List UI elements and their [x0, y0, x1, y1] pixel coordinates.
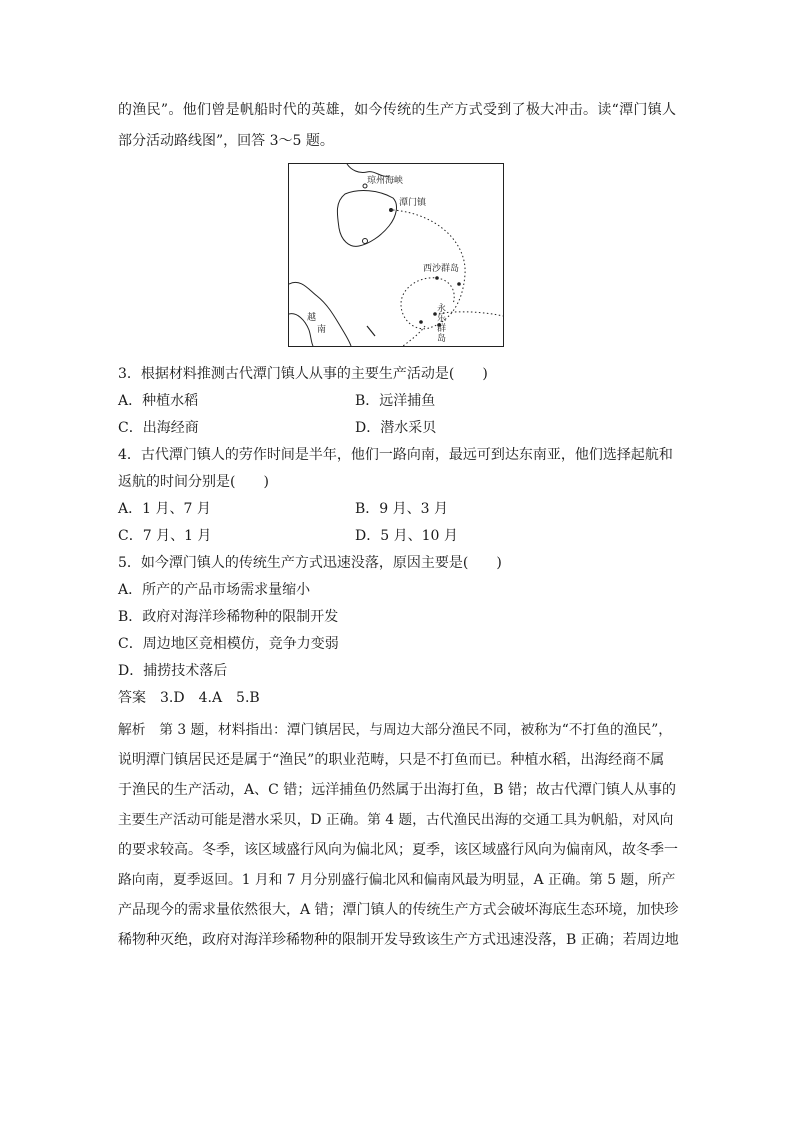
- tanmen-town-dot: [389, 208, 393, 212]
- vietnam-coast: [289, 282, 351, 346]
- port-marker: [363, 239, 368, 244]
- yongle-label-2: 乐: [437, 314, 447, 324]
- q4-option-c: C．7 月、1 月: [118, 528, 212, 544]
- analysis-line-3: 于渔民的生产活动，A、C 错；远洋捕鱼仍然属于出海打鱼，B 错；故古代潭门镇人从事的: [118, 782, 677, 798]
- yongle-dot-2: [419, 320, 423, 324]
- q4-option-b: B．9 月、3 月: [355, 501, 449, 517]
- q4-option-d: D．5 月、10 月: [355, 528, 458, 544]
- q3-option-c: C．出海经商: [118, 420, 199, 436]
- hainan-island: [337, 191, 396, 247]
- mainland-coast: [347, 164, 389, 176]
- analysis-line-4: 主要生产活动可能是潜水采贝，D 正确。第 4 题，古代渔民出海的交通工具为帆船，对风向: [118, 812, 674, 828]
- vietnam-label-1: 越: [307, 313, 317, 323]
- islet-mark: [367, 326, 375, 336]
- q3-option-b: B．远洋捕鱼: [355, 393, 436, 409]
- question-4-stem-line-2: 返航的时间分别是( ): [118, 474, 269, 490]
- analysis-line-1: 解析 第 3 题，材料指出：潭门镇居民，与周边大部分渔民不同，被称为“不打鱼的渔民”，: [118, 722, 673, 738]
- q5-option-c: C．周边地区竞相模仿，竞争力变弱: [118, 636, 339, 652]
- answer-line: 答案 3.D 4.A 5.B: [118, 690, 260, 706]
- q3-option-d: D．潜水采贝: [355, 420, 437, 436]
- q5-option-a: A．所产的产品市场需求量缩小: [118, 582, 311, 598]
- q5-option-d: D．捕捞技术落后: [118, 663, 228, 679]
- yongle-label-1: 永: [437, 304, 447, 314]
- route-southwest: [403, 326, 425, 346]
- vietnam-label-2: 南: [317, 325, 327, 335]
- yongle-label-4: 岛: [437, 334, 447, 344]
- analysis-line-2: 说明潭门镇居民还是属于“渔民”的职业范畴，只是不打鱼而已。种植水稻，出海经商不属: [118, 752, 665, 768]
- intro-line-2: 部分活动路线图”，回答 3～5 题。: [118, 133, 334, 149]
- yongle-label-3: 群: [437, 324, 447, 334]
- strait-label: 琼州海峡: [367, 176, 404, 186]
- analysis-line-8: 稀物种灭绝，政府对海洋珍稀物种的限制开发导致该生产方式迅速没落，B 正确；若周边地: [118, 932, 679, 948]
- analysis-line-5: 的要求较高。冬季，该区域盛行风向为偏北风；夏季，该区域盛行风向为偏南风，故冬季一: [118, 842, 678, 858]
- question-5-stem: 5．如今潭门镇人的传统生产方式迅速没落，原因主要是( ): [118, 555, 502, 571]
- intro-line-1: 的渔民”。他们曾是帆船时代的英雄，如今传统的生产方式受到了极大冲击。读“潭门镇人: [118, 102, 677, 118]
- analysis-line-6: 路向南，夏季返回。1 月和 7 月分别盛行偏北风和偏南风最为明显，A 正确。第 5 题，所产: [118, 872, 676, 888]
- analysis-line-7: 产品现今的需求量依然很大，A 错；潭门镇人的传统生产方式会破坏海底生态环境，加快珍: [118, 902, 679, 918]
- tanmen-label: 潭门镇: [399, 198, 427, 208]
- q5-option-b: B．政府对海洋珍稀物种的限制开发: [118, 609, 339, 625]
- route-map: [289, 164, 503, 346]
- question-3-stem: 3．根据材料推测古代潭门镇人从事的主要生产活动是( ): [118, 366, 488, 382]
- xisha-dot-2: [457, 282, 461, 286]
- question-4-stem-line-1: 4．古代潭门镇人的劳作时间是半年，他们一路向南，最远可到达东南亚，他们选择起航和: [118, 447, 673, 463]
- xisha-dot-1: [435, 276, 439, 280]
- route-map-figure: [288, 163, 504, 347]
- xisha-label: 西沙群岛: [423, 264, 460, 274]
- route-xisha-loop: [401, 278, 454, 329]
- q3-option-a: A．种植水稻: [118, 393, 199, 409]
- q4-option-a: A．1 月、7 月: [118, 501, 211, 517]
